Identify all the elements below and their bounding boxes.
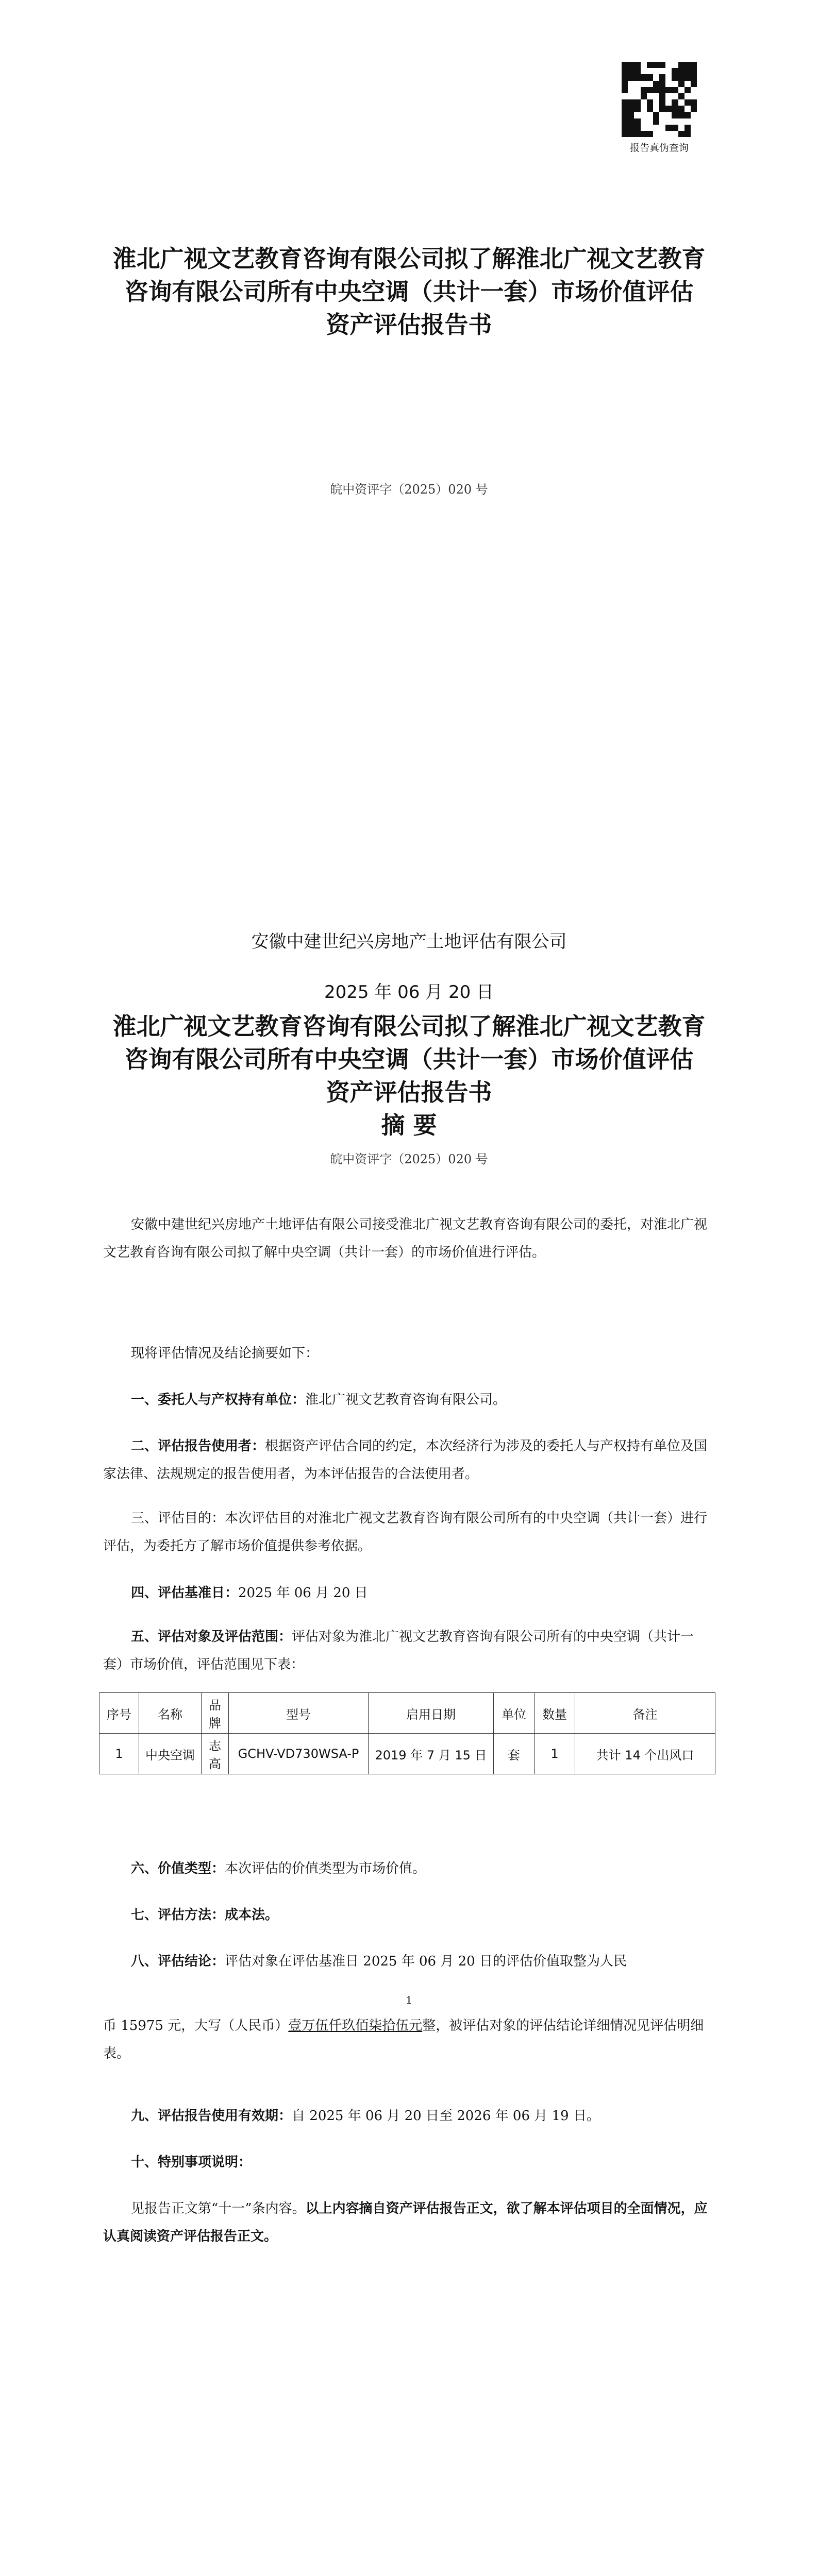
cover-title-line: 淮北广视文艺教育咨询有限公司拟了解淮北广视文艺教育 (112, 245, 706, 273)
section-8-text: 评估对象在评估基准日 2025 年 06 月 20 日的评估价值取整为人民 (225, 1954, 627, 1969)
inline-page-mark: 1 (406, 1994, 412, 2006)
table-cell: GCHV-VD730WSA-P (229, 1734, 369, 1774)
section-2-label: 二、评估报告使用者： (131, 1438, 265, 1454)
scope-table (99, 1692, 715, 1774)
section-8-continued (103, 2012, 711, 2067)
summary-overview: 现将评估情况及结论摘要如下： (131, 1346, 319, 1361)
summary-intro: 安徽中建世纪兴房地产土地评估有限公司接受淮北广视文艺教育咨询有限公司的委托，对淮北广视文艺教育咨询有限公司拟了解中央空调（共计一套）的市场价值进行评估。 (103, 1217, 708, 1260)
table-header-cell: 启用日期 (369, 1693, 494, 1734)
cover-doc-number: 皖中资评字（2025）020 号 (330, 482, 488, 497)
table-cell: 套 (494, 1734, 535, 1774)
section-4 (103, 1579, 711, 1607)
section-5 (103, 1623, 711, 1679)
table-header-cell: 名称 (139, 1693, 202, 1734)
table-row (99, 1734, 715, 1774)
table-cell: 共计 14 个出风口 (575, 1734, 715, 1774)
section-6 (103, 1855, 711, 1883)
section-7-text: 成本法。 (225, 1907, 279, 1923)
section-5-label: 五、评估对象及评估范围： (131, 1629, 292, 1645)
section-1 (103, 1386, 711, 1414)
table-cell: 1 (99, 1734, 139, 1774)
table-header-cell: 品牌 (202, 1693, 229, 1734)
summary-title-line: 资产评估报告书 (326, 1078, 492, 1106)
cover-title-line: 资产评估报告书 (326, 311, 492, 338)
summary-title (0, 1010, 818, 1142)
section-10 (103, 2148, 711, 2176)
table-header-cell: 备注 (575, 1693, 715, 1734)
section-10-label: 十、特别事项说明： (131, 2155, 252, 2170)
report-date: 2025 年 06 月 20 日 (324, 982, 494, 1003)
table-header-cell: 单位 (494, 1693, 535, 1734)
table-header-cell: 型号 (229, 1693, 369, 1734)
section-3: 三、评估目的：本次评估目的对淮北广视文艺教育咨询有限公司所有的中央空调（共计一套）进行评估，为委托方了解市场价值提供参考依据。 (103, 1511, 708, 1554)
section-9-label: 九、评估报告使用有效期： (131, 2108, 292, 2124)
section-4-text: 2025 年 06 月 20 日 (238, 1585, 368, 1601)
section-2 (103, 1432, 711, 1488)
section-8-cont-a: 币 15975 元，大写（人民币） (103, 2018, 289, 2033)
qr-caption: 报告真伪查询 (629, 142, 689, 154)
section-9 (103, 2102, 711, 2130)
section-2-text: 根据资产评估合同的约定，本次经济行为涉及的委托人与产权持有单位及国家法律、法规规定的报告使用者，为本评估报告的合法使用者。 (103, 1438, 708, 1482)
summary-heading: 摘 要 (381, 1111, 437, 1139)
section-6-text: 本次评估的价值类型为市场价值。 (225, 1861, 426, 1876)
section-10-text-a: 见报告正文第“十一”条内容。 (131, 2201, 306, 2216)
section-9-text: 自 2025 年 06 月 20 日至 2026 年 06 月 19 日。 (292, 2108, 600, 2124)
table-header-row (99, 1693, 715, 1734)
summary-title-line: 咨询有限公司所有中央空调（共计一套）市场价值评估 (124, 1045, 694, 1073)
section-10-body (103, 2195, 711, 2250)
table-cell: 2019 年 7 月 15 日 (369, 1734, 494, 1774)
table-cell: 1 (535, 1734, 575, 1774)
section-7 (103, 1901, 711, 1929)
section-4-label: 四、评估基准日： (131, 1585, 239, 1601)
section-8-label: 八、评估结论： (131, 1954, 225, 1969)
section-1-text: 淮北广视文艺教育咨询有限公司。 (305, 1392, 507, 1408)
table-cell: 志高 (202, 1734, 229, 1774)
section-1-label: 一、委托人与产权持有单位： (131, 1392, 306, 1408)
section-5-text: 评估对象为淮北广视文艺教育咨询有限公司所有的中央空调（共计一套）市场价值，评估范围见下表： (103, 1629, 694, 1672)
amount-in-words: 壹万伍仟玖佰柒拾伍元 (288, 2018, 423, 2033)
section-6-label: 六、价值类型： (131, 1861, 225, 1876)
cover-title-line: 咨询有限公司所有中央空调（共计一套）市场价值评估 (124, 278, 694, 306)
section-8 (103, 1947, 711, 1975)
section-10-text-b: 以上内容摘自资产评估报告正文，欲了解本评估项目的全面情况，应认真阅读资产评估报告正文。 (103, 2201, 708, 2244)
table-header-cell: 数量 (535, 1693, 575, 1734)
section-7-label: 七、评估方法： (131, 1907, 225, 1923)
table-cell: 中央空调 (139, 1734, 202, 1774)
summary-title-line: 淮北广视文艺教育咨询有限公司拟了解淮北广视文艺教育 (112, 1012, 706, 1040)
table-header-cell: 序号 (99, 1693, 139, 1734)
qr-code-icon[interactable] (622, 62, 697, 137)
summary-doc-number: 皖中资评字（2025）020 号 (330, 1152, 488, 1166)
cover-title (0, 242, 818, 341)
appraisal-organization: 安徽中建世纪兴房地产土地评估有限公司 (251, 931, 567, 952)
qr-code-block[interactable] (622, 62, 697, 154)
section-8-cont-b: 整，被评估对象的评估结论详细情况见评估明细表。 (103, 2018, 704, 2061)
